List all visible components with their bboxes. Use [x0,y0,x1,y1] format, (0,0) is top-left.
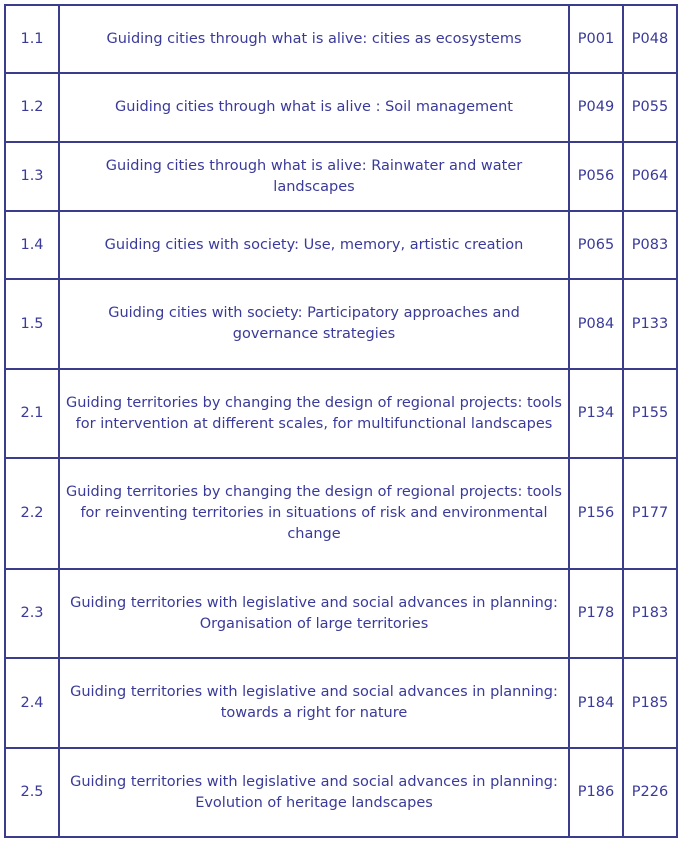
table-row [5,5,677,73]
end-page: P177 [623,458,677,569]
table-row [5,458,677,569]
section-number: 2.5 [5,748,59,837]
table-row [5,369,677,458]
table-row [5,142,677,211]
start-page: P065 [569,211,623,279]
table-row [5,211,677,279]
section-title: Guiding cities with society: Participatory approaches and governance strategies [59,279,569,369]
end-page: P055 [623,73,677,142]
table-row [5,73,677,142]
end-page: P083 [623,211,677,279]
start-page: P178 [569,569,623,658]
start-page: P056 [569,142,623,211]
start-page: P049 [569,73,623,142]
start-page: P186 [569,748,623,837]
section-title: Guiding cities with society: Use, memory, artistic creation [59,211,569,279]
section-title: Guiding territories with legislative and social advances in planning: Evolution of heritage landscapes [59,748,569,837]
section-number: 1.2 [5,73,59,142]
start-page: P184 [569,658,623,748]
section-number: 2.3 [5,569,59,658]
section-title: Guiding territories by changing the design of regional projects: tools for intervention at different scales, for multifunctional landscapes [59,369,569,458]
section-title: Guiding cities through what is alive: Rainwater and water landscapes [59,142,569,211]
end-page: P064 [623,142,677,211]
end-page: P226 [623,748,677,837]
section-number: 2.1 [5,369,59,458]
section-title: Guiding territories by changing the design of regional projects: tools for reinventing territories in situations of risk and environmental change [59,458,569,569]
table-row [5,658,677,748]
end-page: P048 [623,5,677,73]
start-page: P156 [569,458,623,569]
end-page: P185 [623,658,677,748]
section-number: 1.1 [5,5,59,73]
start-page: P001 [569,5,623,73]
end-page: P183 [623,569,677,658]
table-row [5,569,677,658]
start-page: P084 [569,279,623,369]
end-page: P155 [623,369,677,458]
section-title: Guiding territories with legislative and social advances in planning: Organisation of large territories [59,569,569,658]
table-row [5,279,677,369]
section-number: 1.4 [5,211,59,279]
section-number: 2.2 [5,458,59,569]
contents-table [4,4,678,838]
start-page: P134 [569,369,623,458]
table-row [5,748,677,837]
section-number: 1.3 [5,142,59,211]
section-title: Guiding cities through what is alive : Soil management [59,73,569,142]
end-page: P133 [623,279,677,369]
section-title: Guiding cities through what is alive: cities as ecosystems [59,5,569,73]
section-title: Guiding territories with legislative and social advances in planning: towards a right for nature [59,658,569,748]
section-number: 2.4 [5,658,59,748]
section-number: 1.5 [5,279,59,369]
